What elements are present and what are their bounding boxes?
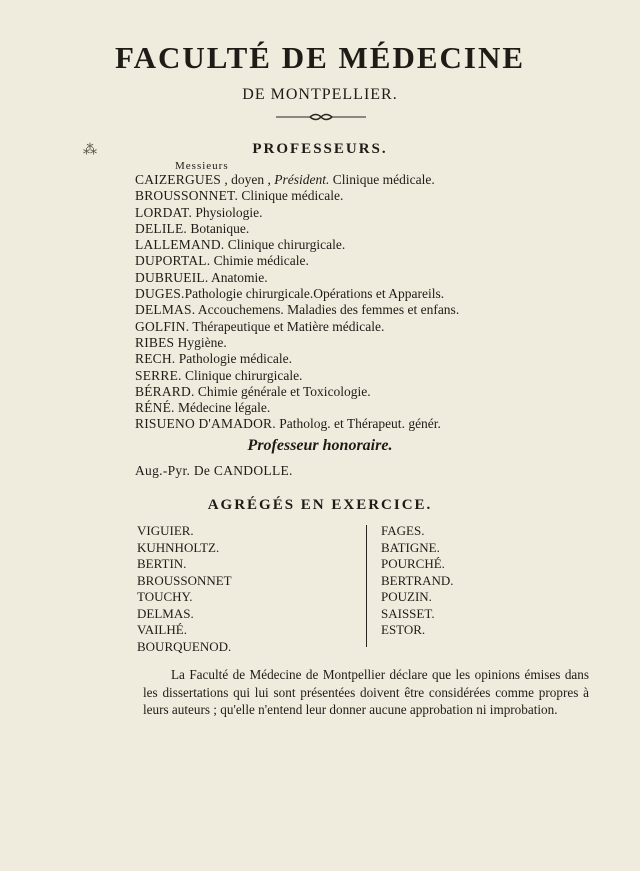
professor-name: GOLFIN. <box>135 318 190 334</box>
professor-item <box>135 335 459 351</box>
professor-subject: Thérapeutique et Matière médicale. <box>189 318 385 334</box>
ornament-divider <box>276 110 366 124</box>
professors-heading: PROFESSEURS. <box>252 141 388 157</box>
professor-subject: Botanique. <box>187 220 250 236</box>
professor-subject: Pathologie chirurgicale.Opérations et Appareils. <box>184 286 445 302</box>
honorary-name: Aug.-Pyr. De CANDOLLE. <box>135 463 293 478</box>
aggreges-right-list <box>381 523 454 639</box>
aggrege-name: SAISSET. <box>381 605 435 621</box>
column-divider <box>366 525 367 647</box>
professors-list <box>135 172 459 433</box>
professor-name: LORDAT. <box>135 204 193 220</box>
aggrege-name: KUHNHOLTZ. <box>137 539 220 555</box>
professor-item <box>135 368 459 384</box>
aggreges-heading: AGRÉGÉS EN EXERCICE. <box>207 497 433 513</box>
professor-subject-extra: Clinique médicale. <box>329 172 435 187</box>
professor-name: DUGES. <box>135 286 185 302</box>
aggrege-name: POUZIN. <box>381 589 432 604</box>
professor-item <box>135 253 459 269</box>
professor-item <box>135 237 459 253</box>
page-title: FACULTÉ DE MÉDECINE <box>114 40 526 75</box>
professor-name: CAIZERGUES <box>135 172 221 187</box>
professor-name: DELMAS. <box>135 302 196 318</box>
professor-item <box>135 270 459 286</box>
professor-item <box>135 384 459 400</box>
salutation: Messieurs <box>175 160 229 172</box>
professor-subject: , doyen , <box>221 172 275 187</box>
professor-item <box>135 351 459 367</box>
professor-item <box>135 286 459 302</box>
professor-name: DUBRUEIL. <box>135 269 209 285</box>
professor-subject: Physiologie. <box>192 204 263 220</box>
page-subtitle: DE MONTPELLIER. <box>242 86 398 103</box>
professor-subject: Hygiène. <box>174 334 227 350</box>
professor-name: BROUSSONNET. <box>135 188 239 204</box>
professor-subject: Pathologie médicale. <box>175 351 292 367</box>
professor-item <box>135 221 459 237</box>
notice-paragraph <box>143 666 589 719</box>
professor-name: RISUENO D'AMADOR. <box>135 416 276 432</box>
notice-text: La Faculté de Médecine de Montpellier déclare que les opinions émises dans les dissertations qui lui sont présentées doivent être considérées comme propres à leurs auteurs ; qu'elle n'entend leur donner aucune approbation ni improbation. <box>143 667 589 717</box>
professor-item <box>135 172 459 188</box>
aggreges-left-list <box>137 523 232 655</box>
aggrege-name: BATIGNE. <box>381 539 440 555</box>
honorary-heading: Professeur honoraire. <box>247 437 393 454</box>
aggrege-name: VAILHÉ. <box>137 622 187 637</box>
aggrege-name: VIGUIER. <box>137 523 194 538</box>
professor-subject: Clinique chirurgicale. <box>181 367 303 383</box>
aggrege-name: TOUCHY. <box>137 589 193 604</box>
professor-subject: Clinique médicale. <box>238 188 344 204</box>
aggrege-name: BERTIN. <box>137 556 187 571</box>
professor-item <box>135 400 459 416</box>
professor-name: DELILE. <box>135 220 188 236</box>
margin-mark: ⁂ <box>83 143 97 158</box>
professor-subject: Anatomie. <box>208 269 268 285</box>
professor-item <box>135 188 459 204</box>
professor-subject: Médecine légale. <box>174 400 271 416</box>
professor-name: BÉRARD. <box>135 383 195 399</box>
aggrege-name: FAGES. <box>381 523 425 538</box>
professor-item <box>135 302 459 318</box>
professor-name: LALLEMAND. <box>135 237 225 253</box>
professor-subject: Accouchemens. Maladies des femmes et enfans. <box>195 302 460 318</box>
professor-subject: Clinique chirurgicale. <box>224 237 346 253</box>
aggrege-name: BROUSSONNET <box>137 572 232 588</box>
professor-name: RIBES <box>135 334 175 350</box>
professor-subject: Chimie générale et Toxicologie. <box>194 383 371 399</box>
professor-name: SERRE. <box>135 367 182 383</box>
aggrege-name: BERTRAND. <box>381 572 454 588</box>
aggrege-name: BOURQUENOD. <box>137 638 232 654</box>
professor-subject: Chimie médicale. <box>210 253 309 269</box>
professor-subject: Patholog. et Thérapeut. génér. <box>275 416 441 432</box>
professor-name: DUPORTAL. <box>135 253 211 269</box>
aggrege-name: ESTOR. <box>381 622 426 637</box>
professor-name: RECH. <box>135 351 176 367</box>
professor-item <box>135 416 459 432</box>
aggrege-name: DELMAS. <box>137 605 194 621</box>
professor-role: Président. <box>274 172 330 187</box>
professor-item <box>135 319 459 335</box>
professor-name: RÉNÉ. <box>135 400 175 416</box>
aggrege-name: POURCHÉ. <box>381 556 445 571</box>
professor-item <box>135 205 459 221</box>
